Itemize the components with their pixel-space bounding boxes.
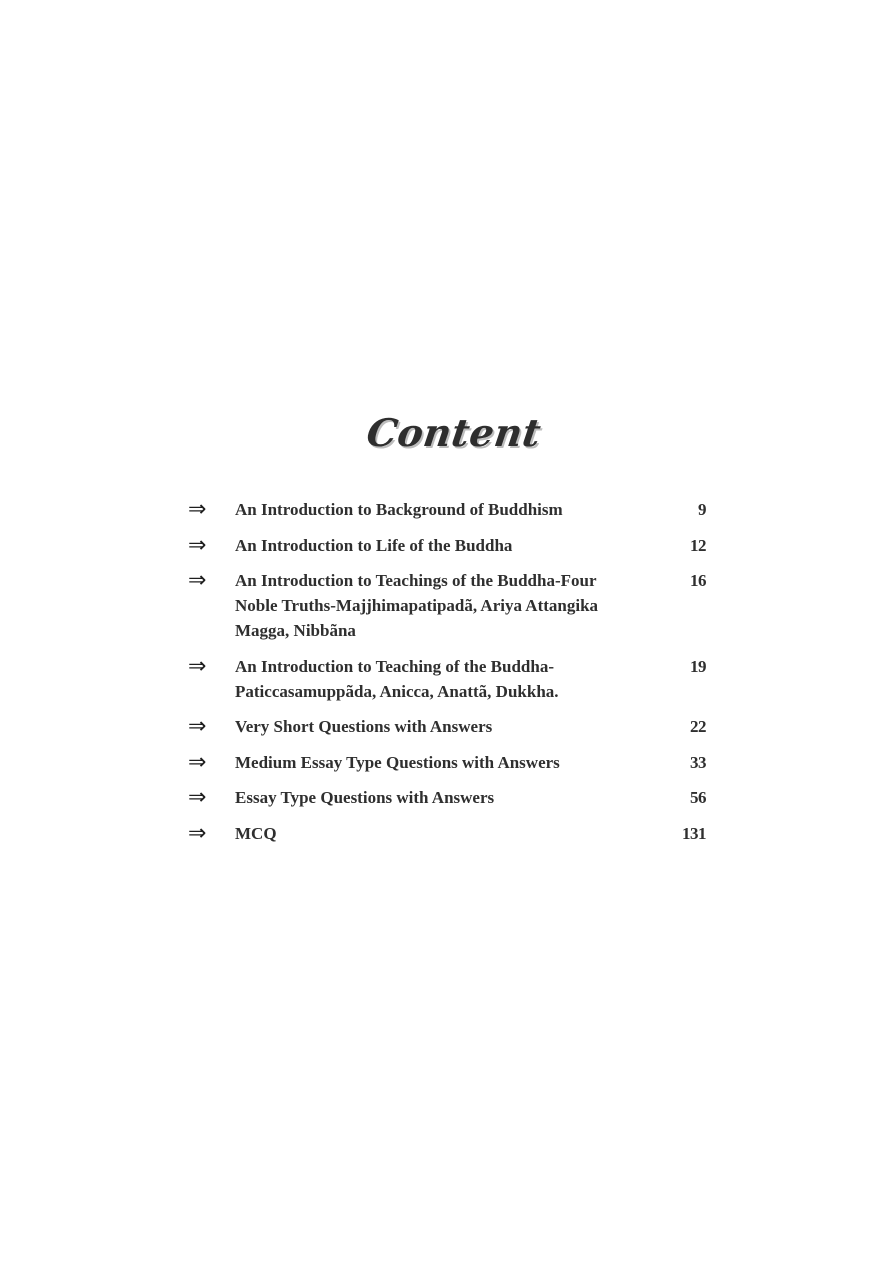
arrow-icon: ⇒: [188, 749, 207, 775]
toc-entry-title: Medium Essay Type Questions with Answers: [235, 752, 560, 772]
toc-entry-page: 12: [690, 535, 706, 555]
toc-entry[interactable]: [188, 714, 706, 739]
toc-entry[interactable]: [188, 533, 706, 558]
toc-entry-page: 22: [690, 717, 706, 736]
toc-entry[interactable]: [188, 821, 706, 846]
arrow-icon: ⇒: [188, 497, 207, 522]
arrow-icon: ⇒: [188, 568, 207, 593]
toc-entry[interactable]: [188, 750, 706, 775]
toc-entry-page: 131: [682, 823, 706, 843]
toc-entry-title: MCQ: [235, 823, 277, 843]
toc-entry-page: 19: [690, 656, 706, 676]
table-of-contents: [188, 497, 706, 856]
toc-entry-page: 56: [690, 788, 706, 807]
toc-entry-title: An Introduction to Teaching of the Buddha-Paticcasamuppãda, Anicca, Anattã, Dukkha.: [235, 656, 559, 701]
toc-entry-page: 9: [698, 500, 706, 519]
toc-entry[interactable]: [188, 654, 706, 704]
arrow-icon: ⇒: [188, 532, 207, 558]
toc-entry[interactable]: [188, 497, 706, 522]
toc-entry-title: An Introduction to Background of Buddhism: [235, 500, 563, 519]
toc-entry-title: An Introduction to Teachings of the Buddha-Four Noble Truths-Majjhimapatipadã, Ariya Attangika Magga, Nibbãna: [235, 571, 599, 640]
arrow-icon: ⇒: [188, 785, 207, 810]
toc-entry-title: An Introduction to Life of the Buddha: [235, 535, 513, 555]
page-title: Content: [364, 410, 544, 455]
toc-entry-page: 16: [690, 571, 706, 590]
arrow-icon: ⇒: [188, 820, 207, 846]
toc-entry-title: Essay Type Questions with Answers: [235, 788, 495, 807]
toc-entry[interactable]: [188, 785, 706, 810]
toc-entry-page: 33: [690, 752, 706, 772]
arrow-icon: ⇒: [188, 714, 207, 739]
toc-entry[interactable]: [188, 568, 706, 643]
toc-entry-title: Very Short Questions with Answers: [235, 717, 493, 736]
arrow-icon: ⇒: [188, 653, 207, 679]
